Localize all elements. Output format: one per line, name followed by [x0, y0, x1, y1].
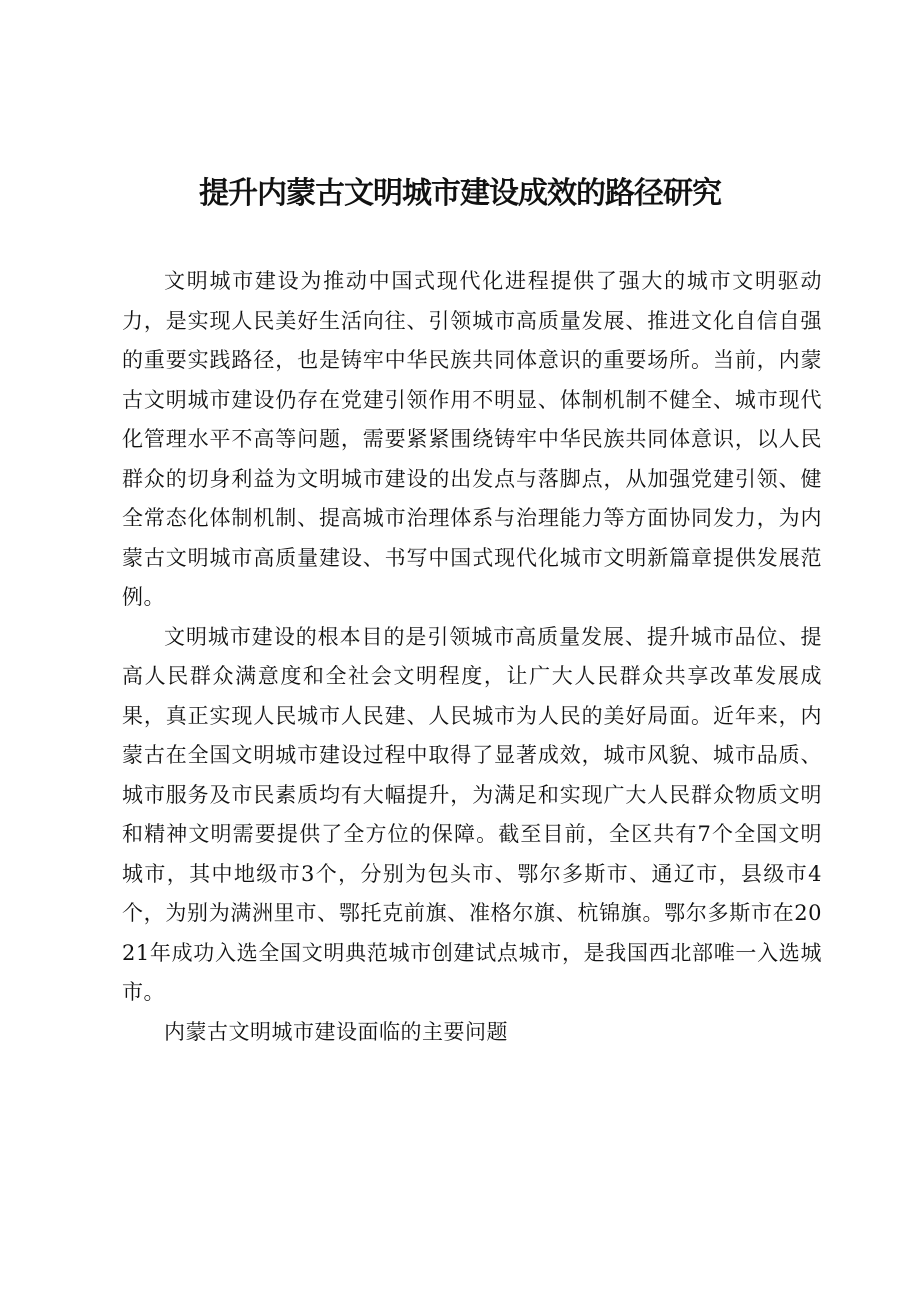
document-body [122, 262, 822, 1052]
paragraph-intro: 文明城市建设为推动中国式现代化进程提供了强大的城市文明驱动力，是实现人民美好生活向往、引领城市高质量发展、推进文化自信自强的重要实践路径，也是铸牢中华民族共同体意识的重要场所。当前，内蒙古文明城市建设仍存在党建引领作用不明显、体制机制不健全、城市现代化管理水平不高等问题，需要紧紧围绕铸牢中华民族共同体意识，以人民群众的切身利益为文明城市建设的出发点与落脚点，从加强党建引领、健全常态化体制机制、提高城市治理体系与治理能力等方面协同发力，为内蒙古文明城市高质量建设、书写中国式现代化城市文明新篇章提供发展范例。 [122, 269, 822, 609]
document-title: 提升内蒙古文明城市建设成效的路径研究 [199, 176, 721, 211]
paragraph-achievements: 文明城市建设的根本目的是引领城市高质量发展、提升城市品位、提高人民群众满意度和全社会文明程度，让广大人民群众共享改革发展成果，真正实现人民城市人民建、人民城市为人民的美好局面。近年来，内蒙古在全国文明城市建设过程中取得了显著成效，城市风貌、城市品质、城市服务及市民素质均有大幅提升，为满足和实现广大人民群众物质文明和精神文明需要提供了全方位的保障。截至目前，全区共有7个全国文明城市，其中地级市3个，分别为包头市、鄂尔多斯市、通辽市，县级市4个，为别为满洲里市、鄂托克前旗、准格尔旗、杭锦旗。鄂尔多斯市在2021年成功入选全国文明典范城市创建试点城市，是我国西北部唯一入选城市。 [122, 624, 822, 1004]
section-heading: 内蒙古文明城市建设面临的主要问题 [164, 1019, 508, 1044]
